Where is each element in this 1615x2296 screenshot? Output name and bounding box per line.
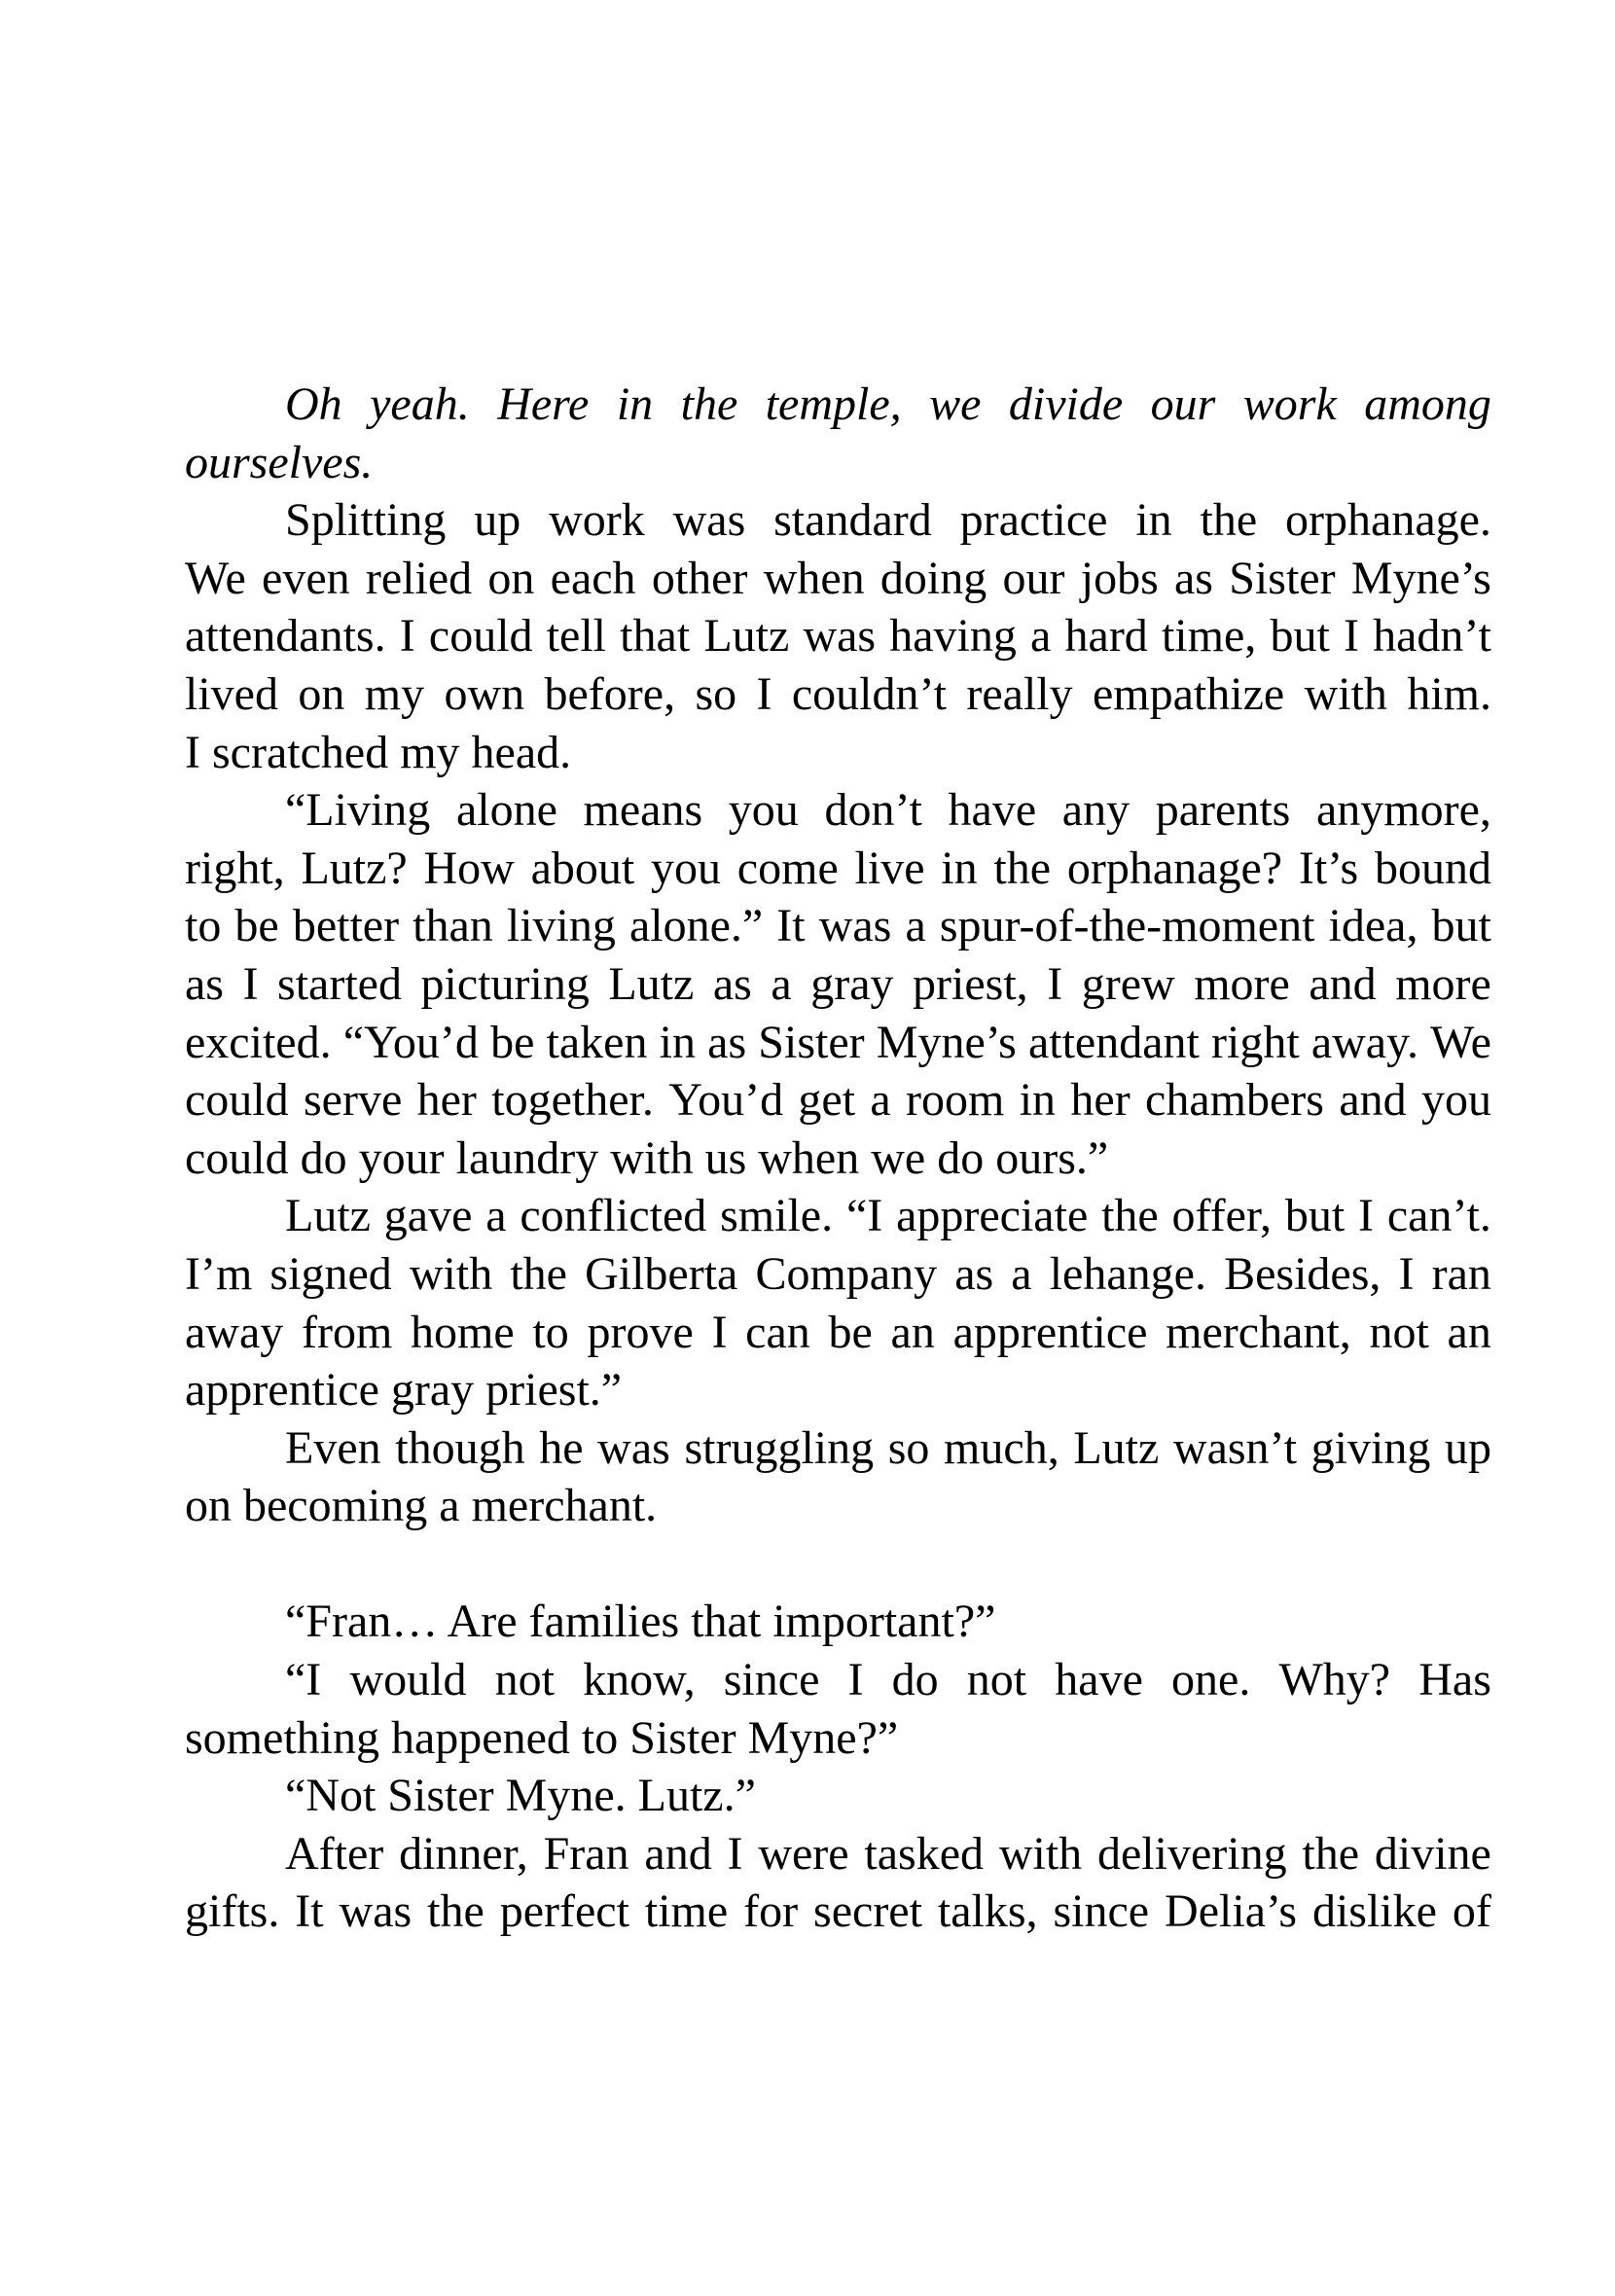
word: gray (810, 957, 894, 1010)
word: smile. (720, 1190, 834, 1242)
word: Sister (1229, 552, 1336, 604)
word: of (1452, 1885, 1491, 1938)
word: but (1284, 1190, 1346, 1242)
word: perfect (499, 1885, 629, 1938)
word: any (1061, 784, 1130, 837)
word: away. (1310, 1016, 1418, 1068)
word: our (1002, 552, 1065, 604)
word: delivering (1097, 1827, 1287, 1880)
word: work (549, 494, 645, 547)
text-line: ourselves. (185, 436, 374, 488)
word: before, (544, 667, 676, 720)
word: serve (303, 1074, 403, 1127)
word: from (302, 1306, 393, 1358)
word: secret (813, 1885, 922, 1938)
word: when (763, 552, 865, 604)
word: the (1302, 1827, 1360, 1880)
word: as (954, 1247, 994, 1300)
word: giving (1310, 1421, 1431, 1474)
word: Lutz (703, 610, 790, 663)
word: with (409, 1247, 493, 1300)
word: to (532, 1306, 569, 1358)
word: so (887, 1421, 930, 1474)
word: apprentice (952, 1306, 1148, 1358)
word: as (707, 1016, 747, 1068)
word: lehange. (1049, 1247, 1206, 1300)
word: in (941, 842, 978, 894)
word: lived (185, 667, 278, 720)
word: to (185, 900, 222, 952)
word: Sister (758, 1016, 865, 1068)
word: It’s (1298, 842, 1359, 894)
word: jobs (1080, 552, 1159, 604)
word: since (723, 1654, 820, 1706)
word: Myne’s (1350, 552, 1491, 604)
word: a (870, 1074, 891, 1127)
word: an (890, 1306, 935, 1358)
word: empathize (1092, 667, 1285, 720)
word: be (490, 1016, 535, 1068)
word: on (298, 667, 345, 720)
word: much, (944, 1421, 1059, 1474)
word: the (427, 1885, 484, 1938)
word: temple, (765, 378, 902, 430)
word: was (339, 1885, 413, 1938)
word: up (474, 494, 521, 547)
word: her (416, 1074, 477, 1127)
word: right (1211, 1016, 1300, 1068)
word: standard (773, 494, 932, 547)
word: room (906, 1074, 1005, 1127)
word: in (616, 378, 654, 430)
text-line: on becoming a merchant. (185, 1480, 658, 1532)
word: up (1444, 1421, 1491, 1474)
text-line (185, 491, 1491, 550)
word: appreciate (896, 1190, 1089, 1242)
word: my (364, 667, 425, 720)
word: excited. (185, 1016, 332, 1068)
word: not (966, 1654, 1027, 1706)
word: can’t. (1386, 1190, 1491, 1242)
word: divine (1374, 1827, 1491, 1880)
word: and (644, 1827, 712, 1880)
word: know, (583, 1654, 696, 1706)
word: gave (383, 1190, 473, 1242)
text-line (185, 1825, 1491, 1883)
word: away (185, 1306, 284, 1358)
text-line (185, 550, 1491, 608)
word: picturing (420, 957, 590, 1010)
word: I (711, 1306, 728, 1358)
word: than (413, 900, 493, 952)
word: “I (285, 1654, 322, 1706)
text-line: “Not Sister Myne. Lutz.” (285, 1770, 756, 1822)
word: doing (879, 552, 987, 604)
word: I (1358, 1190, 1374, 1242)
word: other (651, 552, 748, 604)
text-line (185, 376, 1491, 434)
text-line (185, 840, 1491, 898)
word: hadn’t (1373, 610, 1491, 663)
word: the (510, 1247, 567, 1300)
word: It (776, 900, 806, 952)
word: grew (1081, 957, 1175, 1010)
word: as (712, 957, 752, 1010)
word: signed (269, 1247, 392, 1300)
word: priest, (913, 957, 1028, 1010)
word: own (444, 667, 525, 720)
word: parents (1155, 784, 1291, 837)
word: I (1343, 610, 1359, 663)
text-line (185, 1883, 1491, 1941)
word: and (1309, 957, 1377, 1010)
word: more (1395, 957, 1491, 1010)
word: so (695, 667, 737, 720)
word: in (1135, 494, 1172, 547)
word: you (651, 842, 722, 894)
word: living (506, 900, 616, 952)
word: offer, (1171, 1190, 1273, 1242)
word: with (998, 1827, 1083, 1880)
word: in (659, 1016, 696, 1068)
word: Gilberta (585, 1247, 738, 1300)
word: Lutz? (301, 842, 408, 894)
word: alone (455, 784, 557, 837)
text-line: “Fran… Are families that important?” (285, 1596, 996, 1648)
word: struggling (684, 1421, 875, 1474)
word: and (1339, 1074, 1407, 1127)
word: get (798, 1074, 856, 1127)
word: one. (1171, 1654, 1251, 1706)
word: more (1194, 957, 1290, 1010)
word: the (680, 378, 738, 430)
word: I (1047, 957, 1063, 1010)
word: dinner, (399, 1827, 528, 1880)
word: “Living (285, 784, 431, 837)
word: on (487, 552, 535, 604)
word: anymore, (1315, 784, 1491, 837)
word: Myne’s (876, 1016, 1017, 1068)
text-line (185, 955, 1491, 1014)
word: Company (755, 1247, 938, 1300)
word: a (1011, 1247, 1032, 1300)
word: her (1070, 1074, 1130, 1127)
word: you (1420, 1074, 1491, 1127)
word: not (1369, 1306, 1429, 1358)
word: that (620, 610, 691, 663)
word: started (277, 957, 402, 1010)
word: don’t (824, 784, 922, 837)
word: “I (845, 1190, 883, 1242)
word: bound (1374, 842, 1491, 894)
word: talks, (937, 1885, 1038, 1938)
word: a (485, 1190, 507, 1242)
word: “You’d (342, 1016, 479, 1068)
word: taken (546, 1016, 648, 1068)
word: I (1398, 1247, 1415, 1300)
text-line: apprentice gray priest.” (185, 1364, 623, 1417)
word: spur-of-the-moment (939, 900, 1315, 952)
word: Has (1418, 1654, 1491, 1706)
word: We (1430, 1016, 1491, 1068)
word: about (530, 842, 635, 894)
word: each (550, 552, 636, 604)
text-line (185, 1071, 1491, 1130)
word: Fran (543, 1827, 629, 1880)
word: the (1200, 494, 1258, 547)
word: ran (1431, 1247, 1491, 1300)
word: can (745, 1306, 810, 1358)
word: together. (491, 1074, 654, 1127)
word: Here (497, 378, 590, 430)
word: chambers (1145, 1074, 1324, 1127)
word: work (1242, 378, 1337, 430)
word: Lutz (285, 1190, 371, 1242)
word: were (758, 1827, 849, 1880)
text-line (185, 607, 1491, 665)
word: You’d (668, 1074, 784, 1127)
word: with (1304, 667, 1387, 720)
word: he (539, 1421, 584, 1474)
book-page-text (185, 376, 1491, 1941)
word: but (1431, 900, 1491, 952)
word: but (1270, 610, 1330, 663)
word: live (854, 842, 925, 894)
word: I (727, 1827, 743, 1880)
word: you (728, 784, 799, 837)
word: Even (285, 1421, 381, 1474)
word: I (242, 957, 259, 1010)
text-line: could do your laundry with us when we do ours.” (185, 1131, 1109, 1184)
word: We (185, 552, 246, 604)
word: we (929, 378, 982, 430)
section-break-spacer (185, 1535, 1491, 1594)
word: be (234, 900, 279, 952)
word: though (395, 1421, 525, 1474)
word: for (743, 1885, 799, 1938)
word: do (891, 1654, 939, 1706)
word: After (285, 1827, 384, 1880)
word: have (948, 784, 1037, 837)
word: prove (587, 1306, 694, 1358)
word: could (428, 610, 533, 663)
word: Oh (285, 378, 342, 430)
word: having (889, 610, 1017, 663)
word: merchant, (1166, 1306, 1351, 1358)
word: was (597, 1421, 670, 1474)
word: It (295, 1885, 324, 1938)
text-line (185, 1187, 1491, 1245)
word: I (847, 1654, 864, 1706)
word: our (1150, 378, 1216, 430)
word: attendant (1027, 1016, 1200, 1068)
word: Lutz (1073, 1421, 1160, 1474)
text-line (185, 665, 1491, 724)
word: the (1101, 1190, 1159, 1242)
word: orphanage. (1285, 494, 1491, 547)
word: home (411, 1306, 515, 1358)
word: better (292, 900, 400, 952)
word: right, (185, 842, 285, 894)
word: gifts. (185, 1885, 280, 1938)
text-line: something happened to Sister Myne?” (185, 1711, 899, 1764)
word: How (423, 842, 515, 894)
word: could (185, 1074, 289, 1127)
word: Delia’s (1165, 1885, 1298, 1938)
word: was (818, 900, 892, 952)
word: yeah. (370, 378, 470, 430)
word: relied (365, 552, 473, 604)
word: even (262, 552, 350, 604)
text-line (185, 1651, 1491, 1709)
word: practice (959, 494, 1108, 547)
word: alone.” (628, 900, 764, 952)
word: in (1019, 1074, 1057, 1127)
text-line (185, 1245, 1491, 1304)
word: among (1364, 378, 1491, 430)
text-line (185, 897, 1491, 955)
word: an (1447, 1306, 1491, 1358)
word: Besides, (1224, 1247, 1382, 1300)
word: time (644, 1885, 729, 1938)
word: couldn’t (791, 667, 947, 720)
word: as (1174, 552, 1213, 604)
word: tell (546, 610, 607, 663)
text-line (185, 1304, 1491, 1362)
text-line (185, 781, 1491, 840)
word: not (494, 1654, 555, 1706)
text-line (185, 1419, 1491, 1478)
word: conflicted (520, 1190, 707, 1242)
word: I’m (185, 1247, 253, 1300)
word: come (736, 842, 839, 894)
word: divide (1008, 378, 1124, 430)
word: I (756, 667, 772, 720)
word: was (672, 494, 746, 547)
word: a (1030, 610, 1052, 663)
word: the (993, 842, 1052, 894)
text-line (185, 1014, 1491, 1072)
word: wasn’t (1172, 1421, 1298, 1474)
word: means (583, 784, 703, 837)
word: have (1055, 1654, 1143, 1706)
word: Why? (1278, 1654, 1391, 1706)
word: attendants. (185, 610, 386, 663)
word: since (1053, 1885, 1150, 1938)
word: be (828, 1306, 873, 1358)
word: I (399, 610, 415, 663)
word: Lutz (608, 957, 695, 1010)
word: idea, (1328, 900, 1418, 952)
word: time, (1161, 610, 1257, 663)
word: really (966, 667, 1073, 720)
word: him. (1407, 667, 1491, 720)
word: orphanage? (1066, 842, 1283, 894)
word: hard (1064, 610, 1148, 663)
word: was (803, 610, 877, 663)
word: a (905, 900, 926, 952)
word: Splitting (285, 494, 447, 547)
word: as (185, 957, 224, 1010)
word: would (349, 1654, 467, 1706)
word: dislike (1311, 1885, 1437, 1938)
word: a (771, 957, 792, 1010)
word: tasked (864, 1827, 985, 1880)
text-line: I scratched my head. (185, 726, 572, 778)
